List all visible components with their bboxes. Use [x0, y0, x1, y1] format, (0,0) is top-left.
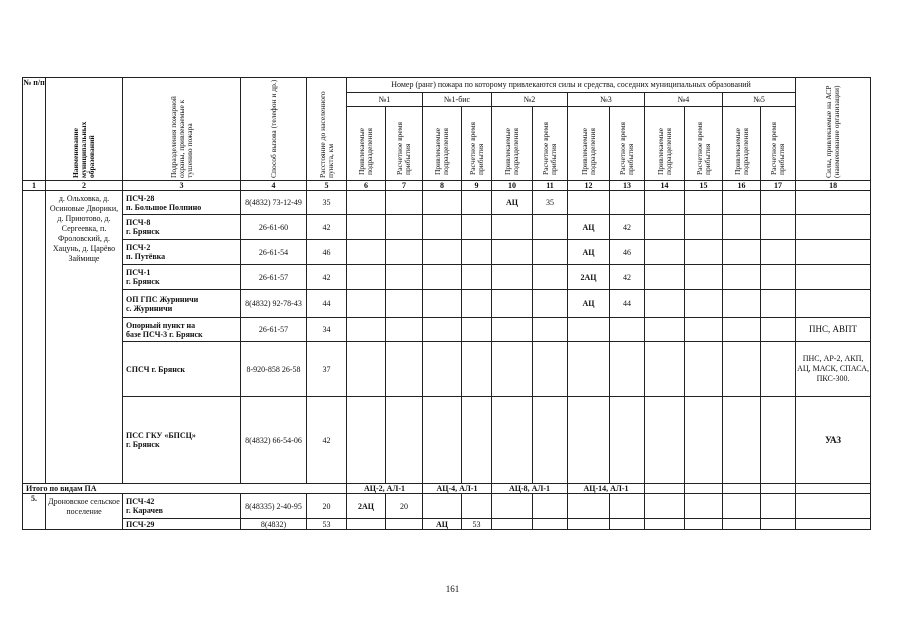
header-call: Способ вызова (телефон и др.)	[241, 78, 307, 181]
col-num: 14	[645, 181, 685, 191]
rank2-time-cell	[533, 342, 568, 397]
col-num: 18	[796, 181, 871, 191]
call-cell: 26-61-60	[241, 215, 307, 240]
header-units: Подразделения пожарной охраны, привлекаемые к тушению пожара	[123, 78, 241, 181]
call-cell: 8(4832) 66-54-06	[241, 397, 307, 484]
rank2-time-cell: 35	[533, 191, 568, 215]
municipality-cell: д. Ольховка, д. Осиновые Дворики, д. Приютово, д. Сергеевка, п. Фроловский, д. Хацунь, д. Царёво Займище	[46, 191, 123, 484]
col-num: 7	[386, 181, 423, 191]
rank3-time-cell	[610, 342, 645, 397]
sub-time: Расчетное время прибытия	[386, 106, 423, 180]
call-cell: 8(48335) 2-40-95	[241, 494, 307, 519]
totals-rank3: АЦ-14, АЛ-1	[568, 484, 645, 494]
col-num: 17	[761, 181, 796, 191]
unit-cell: ПСЧ-28 п. Большое Полпино	[123, 191, 241, 215]
rank-3: №3	[568, 92, 645, 106]
distance-cell: 37	[307, 342, 347, 397]
totals-rank1: АЦ-2, АЛ-1	[347, 484, 423, 494]
sub-time: Расчетное время прибытия	[761, 106, 796, 180]
asr-cell: ПНС, АВПТ	[796, 318, 871, 342]
col-num: 16	[723, 181, 761, 191]
rank3-units-cell: АЦ	[568, 240, 610, 265]
unit-cell: ОП ГПС Журиничи с. Журиничи	[123, 290, 241, 318]
sub-units: Привлекаемые подразделения	[568, 106, 610, 180]
sub-time: Расчетное время прибытия	[685, 106, 723, 180]
rank2-time-cell	[533, 397, 568, 484]
rank2-units-cell	[492, 342, 533, 397]
asr-cell	[796, 290, 871, 318]
rank2-time-cell	[533, 318, 568, 342]
distance-cell: 35	[307, 191, 347, 215]
sub-time: Расчетное время прибытия	[610, 106, 645, 180]
col-num: 10	[492, 181, 533, 191]
rank-1: №1	[347, 92, 423, 106]
distance-cell: 44	[307, 290, 347, 318]
sub-units: Привлекаемые подразделения	[645, 106, 685, 180]
rank2-time-cell	[533, 240, 568, 265]
totals-rank2: АЦ-8, АЛ-1	[492, 484, 568, 494]
rank2-time-cell	[533, 215, 568, 240]
table-row	[23, 265, 871, 290]
page-number: 161	[445, 584, 460, 594]
col-num: 5	[307, 181, 347, 191]
rank1bis-time-cell	[462, 494, 492, 519]
col-num: 6	[347, 181, 386, 191]
sub-units: Привлекаемые подразделения	[347, 106, 386, 180]
rank3-time-cell	[610, 397, 645, 484]
call-cell: 26-61-57	[241, 265, 307, 290]
col-num: 12	[568, 181, 610, 191]
call-cell: 8(4832)	[241, 519, 307, 530]
rank2-time-cell	[533, 265, 568, 290]
asr-cell: ПНС, АР-2, АКП, АЦ, МАСК, СПАСА, ПКС-300.	[796, 342, 871, 397]
totals-row	[23, 484, 871, 494]
rank3-time-cell: 42	[610, 215, 645, 240]
col-num: 1	[23, 181, 46, 191]
rank2-units-cell	[492, 215, 533, 240]
header-rank-group: Номер (ранг) пожара по которому привлекаются силы и средства, соседних муниципальных образований	[347, 78, 796, 93]
distance-cell: 42	[307, 397, 347, 484]
rank3-time-cell	[610, 191, 645, 215]
rank2-units-cell	[492, 397, 533, 484]
table-row	[23, 519, 871, 530]
rank2-units-cell	[492, 240, 533, 265]
col-num: 2	[46, 181, 123, 191]
row-number-cell	[23, 191, 46, 484]
rank-2: №2	[492, 92, 568, 106]
sub-units: Привлекаемые подразделения	[723, 106, 761, 180]
totals-label: Итого по видам ПА	[23, 484, 347, 494]
distance-cell: 42	[307, 265, 347, 290]
distance-cell: 53	[307, 519, 347, 530]
rank3-time-cell	[610, 318, 645, 342]
unit-cell: ПСС ГКУ «БПСЦ» г. Брянск	[123, 397, 241, 484]
totals-rank1bis: АЦ-4, АЛ-1	[423, 484, 492, 494]
call-cell: 26-61-54	[241, 240, 307, 265]
unit-cell: ПСЧ-29	[123, 519, 241, 530]
rank1-time-cell	[386, 519, 423, 530]
asr-cell: УАЗ	[796, 397, 871, 484]
sub-units: Привлекаемые подразделения	[423, 106, 462, 180]
col-num: 13	[610, 181, 645, 191]
unit-cell: СПСЧ г. Брянск	[123, 342, 241, 397]
call-cell: 26-61-57	[241, 318, 307, 342]
call-cell: 8(4832) 73-12-49	[241, 191, 307, 215]
col-num: 11	[533, 181, 568, 191]
unit-cell: ПСЧ-8 г. Брянск	[123, 215, 241, 240]
rank-1bis: №1-бис	[423, 92, 492, 106]
unit-cell: ПСЧ-42 г. Карачев	[123, 494, 241, 519]
rank2-time-cell	[533, 290, 568, 318]
rank3-units-cell	[568, 397, 610, 484]
table-row	[23, 240, 871, 265]
header-asr: Силы, привлекаемые на АСР (наименование организации)	[796, 78, 871, 181]
rank-5: №5	[723, 92, 796, 106]
rank3-units-cell: АЦ	[568, 290, 610, 318]
distance-cell: 20	[307, 494, 347, 519]
distance-cell: 34	[307, 318, 347, 342]
sub-units: Привлекаемые подразделения	[492, 106, 533, 180]
rank2-units-cell	[492, 318, 533, 342]
rank3-time-cell: 42	[610, 265, 645, 290]
header-distance: Расстояние до населенного пункта, км	[307, 78, 347, 181]
col-num: 4	[241, 181, 307, 191]
asr-cell	[796, 191, 871, 215]
rank1bis-time-cell: 53	[462, 519, 492, 530]
unit-cell: Опорный пункт на базе ПСЧ-3 г. Брянск	[123, 318, 241, 342]
table-row	[23, 215, 871, 240]
table-row	[23, 494, 871, 519]
rank2-units-cell	[492, 265, 533, 290]
rank-4: №4	[645, 92, 723, 106]
header-no: № п/п	[23, 78, 46, 181]
col-num: 9	[462, 181, 492, 191]
rank1-time-cell: 20	[386, 494, 423, 519]
table-row	[23, 191, 871, 215]
rank2-units-cell	[492, 290, 533, 318]
rank3-units-cell: 2АЦ	[568, 265, 610, 290]
table-row	[23, 290, 871, 318]
rank3-units-cell	[568, 191, 610, 215]
rank3-time-cell: 44	[610, 290, 645, 318]
col-num: 3	[123, 181, 241, 191]
col-num: 8	[423, 181, 462, 191]
rank1bis-units-cell	[423, 494, 462, 519]
call-cell: 8-920-858 26-58	[241, 342, 307, 397]
rank2-units-cell: АЦ	[492, 191, 533, 215]
rank1bis-units-cell: АЦ	[423, 519, 462, 530]
rank1-units-cell	[347, 519, 386, 530]
table-row	[23, 397, 871, 484]
unit-cell: ПСЧ-1 г. Брянск	[123, 265, 241, 290]
row-number-cell: 5.	[23, 494, 46, 530]
rank3-time-cell: 46	[610, 240, 645, 265]
rank3-units-cell	[568, 342, 610, 397]
distance-cell: 46	[307, 240, 347, 265]
municipality-cell: Дроновское сельское поселение	[46, 494, 123, 530]
header-municipality: Наименование муниципальных образований	[46, 78, 123, 181]
column-numbers	[23, 181, 871, 191]
sub-time: Расчетное время прибытия	[533, 106, 568, 180]
col-num: 15	[685, 181, 723, 191]
rank1-units-cell: 2АЦ	[347, 494, 386, 519]
fire-forces-table	[22, 77, 870, 530]
call-cell: 8(4832) 92-78-43	[241, 290, 307, 318]
asr-cell	[796, 240, 871, 265]
rank3-units-cell: АЦ	[568, 215, 610, 240]
sub-time: Расчетное время прибытия	[462, 106, 492, 180]
distance-cell: 42	[307, 215, 347, 240]
table-row	[23, 342, 871, 397]
unit-cell: ПСЧ-2 п. Путёвка	[123, 240, 241, 265]
rank3-units-cell	[568, 318, 610, 342]
table-row	[23, 318, 871, 342]
asr-cell	[796, 265, 871, 290]
asr-cell	[796, 215, 871, 240]
